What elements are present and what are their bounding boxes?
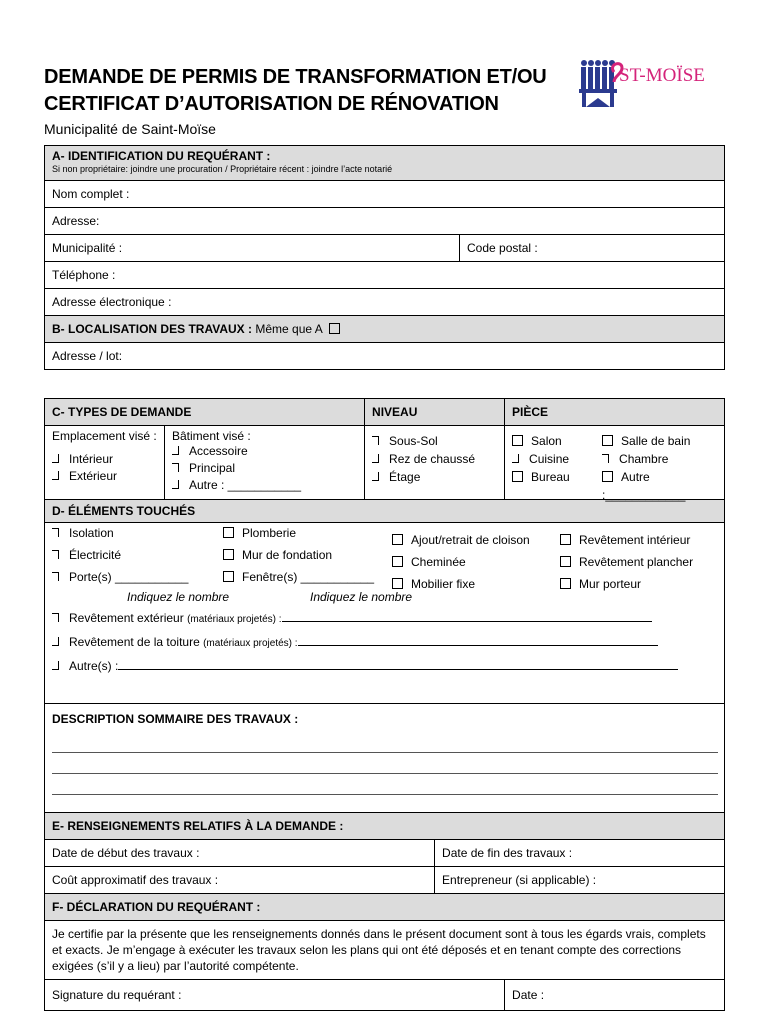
revetement-toiture-option[interactable]: Revêtement de la toiture (matériaux projetés) : bbox=[52, 635, 658, 649]
section-f-header: F- DÉCLARATION DU REQUÉRANT : bbox=[45, 894, 725, 921]
section-e-header: E- RENSEIGNEMENTS RELATIFS À LA DEMANDE : bbox=[45, 813, 725, 840]
rez-option[interactable]: Rez de chaussé bbox=[372, 450, 504, 468]
niveau-cell bbox=[365, 426, 505, 500]
description-line-1[interactable] bbox=[52, 752, 718, 753]
title-line-1: DEMANDE DE PERMIS DE TRANSFORMATION ET/OU bbox=[44, 66, 547, 88]
fenetres-option[interactable]: Fenêtre(s) ___________ bbox=[223, 570, 374, 584]
date-field[interactable]: Date : bbox=[505, 980, 725, 1011]
section-a-header: A- IDENTIFICATION DU REQUÉRANT : Si non propriétaire: joindre une procuration / Propriétaire récent : joindre l’acte notarié bbox=[45, 146, 725, 181]
st-moise-logo bbox=[578, 58, 728, 110]
isolation-option[interactable]: Isolation bbox=[52, 526, 114, 540]
piece-header: PIÈCE bbox=[505, 399, 725, 426]
section-c-f-table bbox=[44, 398, 725, 1011]
portes-hint: Indiquez le nombre bbox=[127, 590, 230, 604]
revetement-interieur-option[interactable]: Revêtement intérieur bbox=[560, 533, 690, 547]
autre-batiment-option[interactable]: Autre : ___________ bbox=[172, 477, 364, 494]
batiment-cell bbox=[165, 426, 365, 500]
revetement-plancher-option[interactable]: Revêtement plancher bbox=[560, 555, 693, 569]
signature-field[interactable]: Signature du requérant : bbox=[45, 980, 505, 1011]
nom-complet-field[interactable]: Nom complet : bbox=[45, 181, 725, 208]
section-a-b-table bbox=[44, 145, 725, 370]
cloison-option[interactable]: Ajout/retrait de cloison bbox=[392, 533, 530, 547]
page-title bbox=[44, 64, 547, 118]
electricite-option[interactable]: Électricité bbox=[52, 548, 121, 562]
portes-option[interactable]: Porte(s) ___________ bbox=[52, 570, 188, 584]
principal-option[interactable]: Principal bbox=[172, 460, 364, 477]
section-b-header: B- LOCALISATION DES TRAVAUX : Même que A bbox=[45, 316, 725, 343]
same-as-a-checkbox[interactable] bbox=[329, 323, 340, 334]
date-fin-field[interactable]: Date de fin des travaux : bbox=[435, 840, 725, 867]
accessoire-option[interactable]: Accessoire bbox=[172, 443, 364, 460]
emplacement-cell bbox=[45, 426, 165, 500]
municipality-subtitle: Municipalité de Saint-Moïse bbox=[44, 121, 216, 137]
cheminee-option[interactable]: Cheminée bbox=[392, 555, 466, 569]
same-as-a-label: Même que A bbox=[255, 322, 323, 336]
chambre-option[interactable]: Chambre bbox=[602, 450, 724, 468]
revetement-exterieur-option[interactable]: Revêtement extérieur (matériaux projetés) : bbox=[52, 611, 652, 625]
autre-piece-option[interactable]: Autre :____________ bbox=[602, 470, 686, 502]
cout-field[interactable]: Coût approximatif des travaux : bbox=[45, 867, 435, 894]
declaration-text: Je certifie par la présente que les renseignements donnés dans le présent document sont à tous les égards vrais, complets et exacts. Je m’engage à exécuter les travaux selon les plans qui ont été déposés et en tenant compte des corrections exigées (s’il y a lieu) par l’autorité compétente. bbox=[45, 921, 725, 980]
sous-sol-option[interactable]: Sous-Sol bbox=[372, 432, 504, 450]
telephone-field[interactable]: Téléphone : bbox=[45, 262, 725, 289]
autres-option[interactable]: Autre(s) : bbox=[52, 659, 678, 673]
entrepreneur-field[interactable]: Entrepreneur (si applicable) : bbox=[435, 867, 725, 894]
bureau-option[interactable]: Bureau bbox=[512, 468, 570, 486]
logo-text: ST-MOÏSE bbox=[619, 65, 705, 86]
salle-de-bain-option[interactable]: Salle de bain bbox=[602, 432, 724, 450]
municipalite-field[interactable]: Municipalité : bbox=[45, 235, 460, 262]
niveau-header: NIVEAU bbox=[365, 399, 505, 426]
description-line-3[interactable] bbox=[52, 794, 718, 795]
date-debut-field[interactable]: Date de début des travaux : bbox=[45, 840, 435, 867]
interieur-option[interactable]: Intérieur bbox=[52, 451, 164, 468]
section-d-header: D- ÉLÉMENTS TOUCHÉS bbox=[45, 500, 725, 523]
cuisine-option[interactable]: Cuisine bbox=[512, 450, 570, 468]
title-line-2: CERTIFICAT D’AUTORISATION DE RÉNOVATION bbox=[44, 93, 499, 115]
salon-option[interactable]: Salon bbox=[512, 432, 570, 450]
etage-option[interactable]: Étage bbox=[372, 468, 504, 486]
section-c-header: C- TYPES DE DEMANDE bbox=[45, 399, 365, 426]
fenetres-hint: Indiquez le nombre bbox=[310, 590, 413, 604]
adresse-lot-field[interactable]: Adresse / lot: bbox=[45, 343, 725, 370]
mur-fondation-option[interactable]: Mur de fondation bbox=[223, 548, 332, 562]
description-header: DESCRIPTION SOMMAIRE DES TRAVAUX : bbox=[52, 712, 299, 726]
batiment-label: Bâtiment visé : bbox=[172, 429, 251, 443]
adresse-field[interactable]: Adresse: bbox=[45, 208, 725, 235]
courriel-field[interactable]: Adresse électronique : bbox=[45, 289, 725, 316]
emplacement-label: Emplacement visé : bbox=[52, 429, 157, 443]
logo-figures-icon bbox=[578, 58, 728, 110]
piece-cell bbox=[505, 426, 725, 500]
section-d-cell bbox=[45, 523, 725, 704]
section-a-note: Si non propriétaire: joindre une procuration / Propriétaire récent : joindre l’acte notarié bbox=[52, 164, 393, 174]
mur-porteur-option[interactable]: Mur porteur bbox=[560, 577, 641, 591]
plomberie-option[interactable]: Plomberie bbox=[223, 526, 296, 540]
code-postal-field[interactable]: Code postal : bbox=[460, 235, 725, 262]
description-line-2[interactable] bbox=[52, 773, 718, 774]
exterieur-option[interactable]: Extérieur bbox=[52, 468, 164, 485]
mobilier-fixe-option[interactable]: Mobilier fixe bbox=[392, 577, 475, 591]
description-cell[interactable] bbox=[45, 704, 725, 813]
